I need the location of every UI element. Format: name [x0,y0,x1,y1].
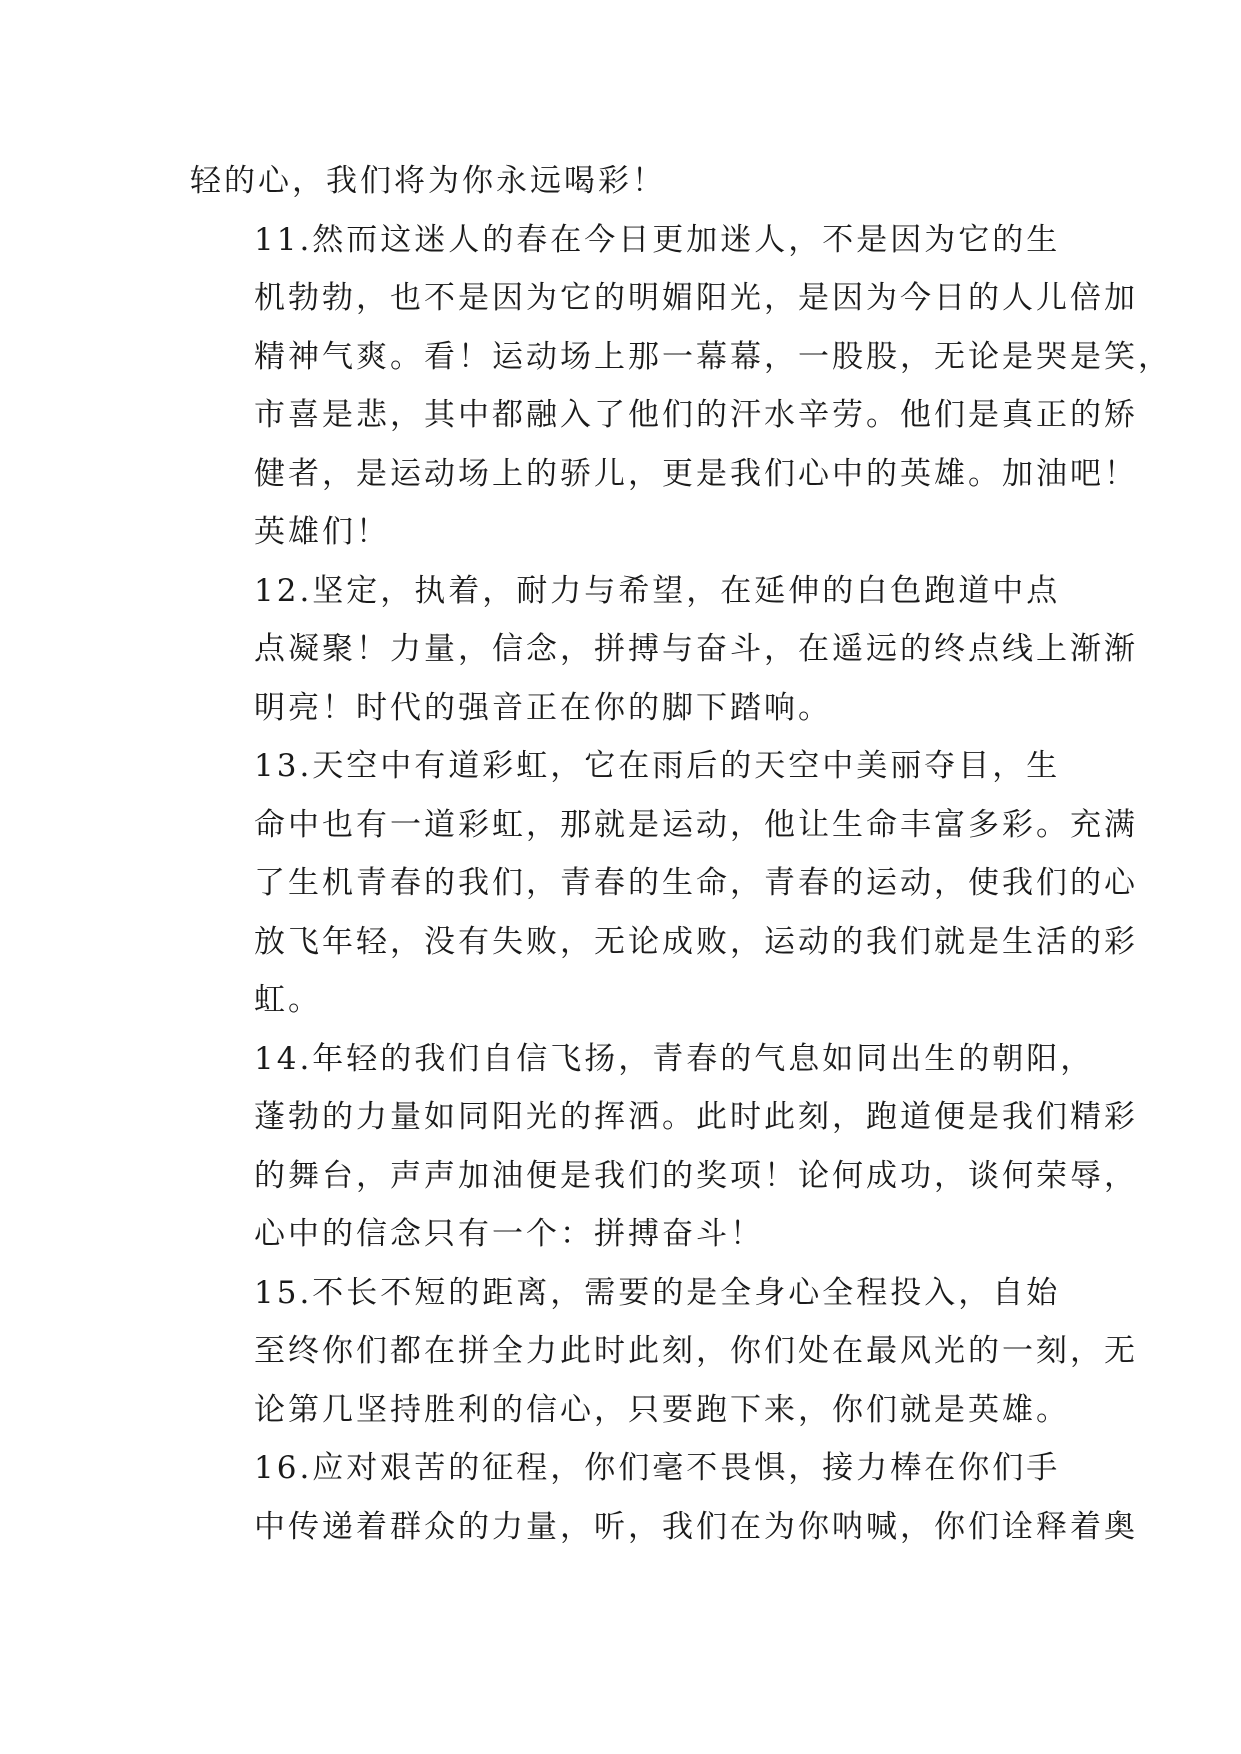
text-line: 心中的信念只有一个：拼搏奋斗！ [254,1216,764,1252]
text-line: 了生机青春的我们，青春的生命，青春的运动，使我们的心 [254,865,1138,901]
text-line: 虹。 [254,982,322,1018]
text-line: 13.天空中有道彩虹，它在雨后的天空中美丽夺目，生 [254,748,1061,784]
text-line: 至终你们都在拼全力此时此刻，你们处在最风光的一刻，无 [254,1333,1138,1369]
paragraph [190,737,1138,1030]
paragraph [190,1030,1138,1264]
text-line: 轻的心，我们将为你永远喝彩！ [190,163,666,199]
text-line: 16.应对艰苦的征程，你们毫不畏惧，接力棒在你们手 [254,1450,1061,1486]
text-line: 明亮！时代的强音正在你的脚下踏响。 [254,689,832,726]
text-line: 健者，是运动场上的骄儿，更是我们心中的英雄。加油吧！ [254,455,1138,492]
text-line: 中传递着群众的力量，听，我们在为你呐喊，你们诠释着奥 [254,1508,1138,1545]
text-line: 11.然而这迷人的春在今日更加迷人，不是因为它的生 [254,221,1061,258]
text-line: 12.坚定，执着，耐力与希望，在延伸的白色跑道中点 [254,572,1061,609]
text-line: 14.年轻的我们自信飞扬，青春的气息如同出生的朝阳， [254,1040,1095,1077]
text-line: 论第几坚持胜利的信心，只要跑下来，你们就是英雄。 [254,1391,1070,1428]
text-line: 的舞台，声声加油便是我们的奖项！论何成功，谈何荣辱， [254,1157,1138,1194]
paragraph [190,152,1060,211]
text-line: 精神气爽。看！运动场上那一幕幕，一股股，无论是哭是笑， [254,338,1172,375]
paragraph [190,562,1138,738]
text-line: 机勃勃，也不是因为它的明媚阳光，是因为今日的人儿倍加 [254,280,1138,316]
text-line: 点凝聚！力量，信念，拼搏与奋斗，在遥远的终点线上渐渐 [254,631,1138,667]
text-line: 命中也有一道彩虹，那就是运动，他让生命丰富多彩。充满 [254,806,1138,843]
text-line: 英雄们！ [254,514,390,550]
text-line: 蓬勃的力量如同阳光的挥洒。此时此刻，跑道便是我们精彩 [254,1099,1138,1135]
text-line: 放飞年轻，没有失败，无论成败，运动的我们就是生活的彩 [254,923,1138,960]
paragraph [190,211,1172,562]
paragraph [190,1264,1138,1440]
text-line: 15.不长不短的距离，需要的是全身心全程投入，自始 [254,1274,1061,1311]
document-body [190,152,1172,1556]
paragraph [190,1439,1138,1556]
text-line: 市喜是悲，其中都融入了他们的汗水辛劳。他们是真正的矫 [254,397,1138,433]
